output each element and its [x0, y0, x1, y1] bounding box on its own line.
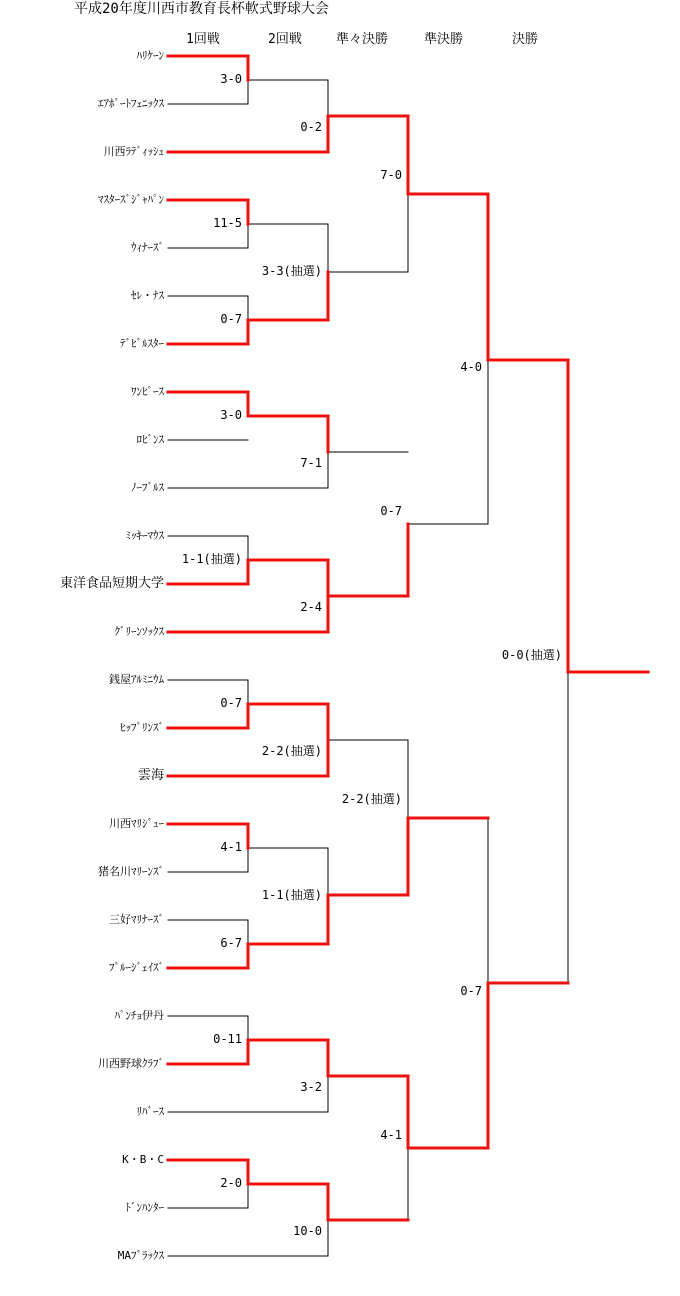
bracket-winner-line — [168, 560, 328, 596]
match-score: 6-7 — [220, 936, 242, 950]
bracket-line — [328, 1148, 408, 1220]
bracket-winner-line — [168, 740, 328, 776]
team-label: ﾜﾝﾋﾟｰｽ — [131, 385, 164, 398]
match-score: 3-3(抽選) — [261, 264, 322, 278]
round-header-final: 決勝 — [512, 32, 539, 47]
bracket-line — [168, 1016, 248, 1040]
match-score: 0-7 — [380, 504, 402, 518]
team-label: 銭屋ｱﾙﾐﾆｳﾑ — [109, 673, 164, 686]
bracket-line — [408, 818, 488, 983]
bracket-line — [248, 80, 328, 152]
team-label: 川西ﾏﾘｼﾞｭｰ — [109, 817, 164, 830]
match-score: 7-1 — [300, 456, 322, 470]
match-score: 0-0(抽選) — [501, 648, 562, 662]
bracket-line — [168, 1220, 328, 1256]
team-label: MAﾌﾞﾗｯｸｽ — [117, 1249, 164, 1262]
match-score: 4-1 — [220, 840, 242, 854]
match-score: 0-11 — [213, 1032, 242, 1046]
team-label: ｾﾚ・ﾅｽ — [131, 289, 164, 302]
bracket-line — [168, 224, 248, 248]
round-header-semifinal: 準決勝 — [424, 32, 464, 47]
bracket-winner-line — [168, 983, 568, 1148]
bracket-line — [488, 360, 568, 672]
match-score: 3-0 — [220, 72, 242, 86]
bracket-winner-line — [168, 524, 408, 632]
team-label: ﾋｯﾌﾟﾘﾝｽﾞ — [120, 721, 164, 734]
match-score: 3-2 — [300, 1080, 322, 1094]
bracket-line — [168, 680, 248, 704]
bracket-winner-line — [168, 392, 328, 452]
team-label: ｳｨﾅｰｽﾞ — [131, 241, 164, 254]
match-score: 0-7 — [220, 312, 242, 326]
match-score: 10-0 — [293, 1224, 322, 1238]
match-score: 4-1 — [380, 1128, 402, 1142]
team-label: ﾉｰﾌﾞﾙｽ — [131, 481, 164, 494]
round-header-quarterfinal: 準々決勝 — [336, 32, 389, 47]
bracket-winner-line — [168, 1160, 408, 1220]
team-label: ﾌﾞﾙｰｼﾞｪｲｽﾞ — [109, 961, 164, 974]
team-label: ﾐｯｷｰﾏｳｽ — [125, 529, 164, 542]
team-label: ﾊﾟﾝﾁｮ伊丹 — [114, 1009, 164, 1022]
bracket-line — [168, 920, 248, 944]
round-header-1: 1回戦 — [186, 32, 220, 47]
team-label: ﾃﾞﾋﾞﾙｽﾀｰ — [120, 337, 164, 350]
match-score: 0-7 — [220, 696, 242, 710]
team-label: ﾊﾘｹｰﾝ — [136, 49, 164, 62]
match-score: 0-7 — [460, 984, 482, 998]
bracket-line — [168, 80, 248, 104]
bracket-winner-line — [168, 704, 328, 740]
team-label: 猪名川ﾏﾘｰﾝｽﾞ — [98, 865, 164, 878]
match-score: 1-1(抽選) — [261, 888, 322, 902]
team-label: ﾛﾋﾞﾝｽ — [136, 433, 164, 446]
team-label: ﾏｽﾀｰｽﾞｼﾞｬﾊﾟﾝ — [98, 193, 164, 206]
match-score: 3-0 — [220, 408, 242, 422]
team-label: 川西野球ｸﾗﾌﾞ — [98, 1057, 164, 1070]
bracket-line — [168, 452, 328, 488]
team-label: ｸﾞﾘｰﾝｿｯｸｽ — [114, 625, 164, 638]
bracket-winner-line — [168, 824, 248, 848]
team-label: ｴｱﾎﾟｰﾄﾌｪﾆｯｸｽ — [98, 97, 164, 110]
round-header-2: 2回戦 — [268, 32, 302, 47]
match-score: 2-2(抽選) — [261, 744, 322, 758]
match-score: 7-0 — [380, 168, 402, 182]
bracket-line — [408, 360, 488, 524]
team-label: 川西ﾗﾃﾞｨｯｼｭ — [103, 145, 164, 158]
match-score: 11-5 — [213, 216, 242, 230]
match-score: 1-1(抽選) — [181, 552, 242, 566]
team-label: 東洋食品短期大学 — [59, 576, 164, 591]
page-title: 平成20年度川西市教育長杯軟式野球大会 — [74, 1, 329, 17]
bracket-line — [488, 672, 568, 983]
bracket-winner-line — [168, 200, 248, 224]
bracket-line — [168, 296, 248, 320]
bracket-line — [168, 848, 248, 872]
bracket-line — [168, 536, 248, 560]
team-label: K・B・C — [122, 1153, 164, 1166]
match-score: 2-2(抽選) — [341, 792, 402, 806]
bracket-winner-line — [168, 56, 248, 80]
match-score: 2-0 — [220, 1176, 242, 1190]
bracket-line — [328, 116, 408, 272]
team-label: ﾄﾞﾝﾊﾝﾀｰ — [125, 1201, 164, 1214]
match-score: 2-4 — [300, 600, 322, 614]
team-label: 雲海 — [137, 768, 164, 783]
bracket-line — [168, 1076, 328, 1112]
team-label: 三好ﾏﾘﾅｰｽﾞ — [109, 913, 164, 926]
bracket-line — [248, 848, 328, 895]
bracket-line — [168, 1184, 248, 1208]
match-score: 0-2 — [300, 120, 322, 134]
bracket-line — [248, 224, 328, 272]
match-score: 4-0 — [460, 360, 482, 374]
team-label: ﾘﾊﾞｰｽ — [136, 1105, 164, 1118]
